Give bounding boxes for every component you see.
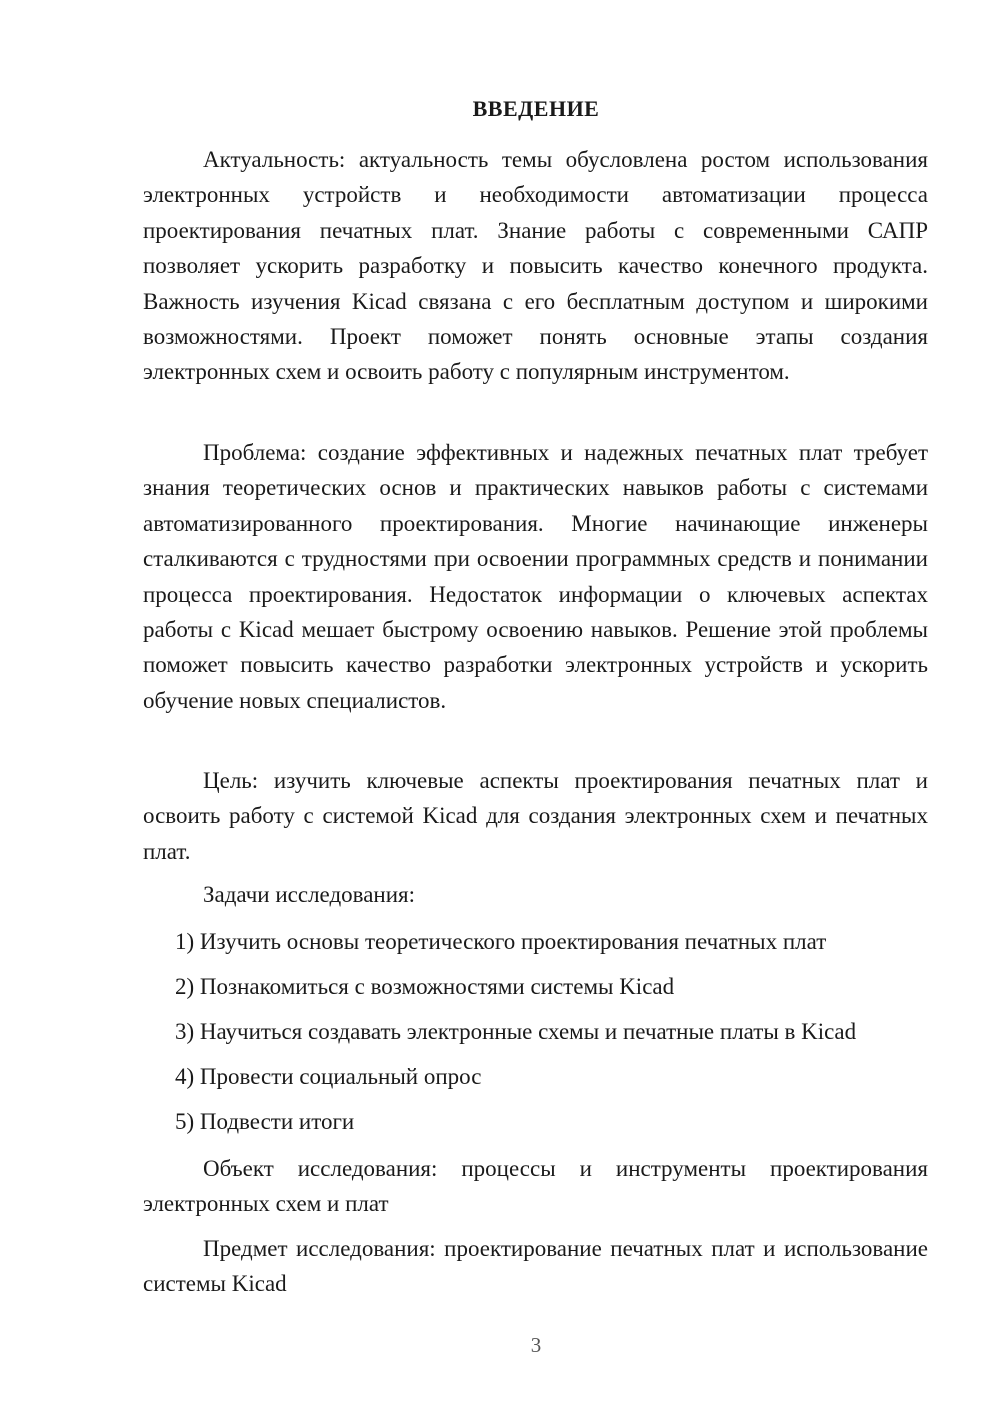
task-item-5: 5) Подвести итоги bbox=[175, 1109, 355, 1134]
task-item-1: 1) Изучить основы теоретического проектирования печатных плат bbox=[175, 929, 827, 954]
task-item-2: 2) Познакомиться с возможностями системы Kicad bbox=[175, 974, 675, 999]
task-item-4: 4) Провести социальный опрос bbox=[175, 1064, 482, 1089]
paragraph-relevance: Актуальность: актуальность темы обусловлена ростом использования электронных устройств и необходимости автоматизации процесса проектирования печатных плат. Знание работы с современными САПР позволяет ускорить разработку и повысить качество конечного продукта. Важность изучения Kicad связана с его бесплатным доступом и широкими возможностями. Проект поможет понять основные этапы создания электронных схем и освоить работу с популярным инструментом. bbox=[143, 147, 928, 385]
page-number: 3 bbox=[530, 1333, 542, 1357]
paragraph-problem: Проблема: создание эффективных и надежных печатных плат требует знания теоретических основ и практических навыков работы с системами автоматизированного проектирования. Многие начинающие инженеры сталкиваются с трудностями при освоении программных средств и понимании процесса проектирования. Недостаток информации о ключевых аспектах работы с Kicad мешает быстрому освоению навыков. Решение этой проблемы поможет повысить качество разработки электронных устройств и ускорить обучение новых специалистов. bbox=[143, 440, 928, 713]
page-title: ВВЕДЕНИЕ bbox=[472, 96, 600, 121]
paragraph-object: Объект исследования: процессы и инструменты проектирования электронных схем и плат bbox=[143, 1156, 928, 1217]
paragraph-subject: Предмет исследования: проектирование печатных плат и использование системы Kicad bbox=[143, 1236, 928, 1297]
paragraph-tasks-heading: Задачи исследования: bbox=[203, 882, 416, 907]
task-item-3: 3) Научиться создавать электронные схемы и печатные платы в Kicad bbox=[175, 1019, 857, 1044]
paragraph-goal: Цель: изучить ключевые аспекты проектирования печатных плат и освоить работу с системой Kicad для создания электронных схем и печатных плат. bbox=[143, 768, 928, 864]
